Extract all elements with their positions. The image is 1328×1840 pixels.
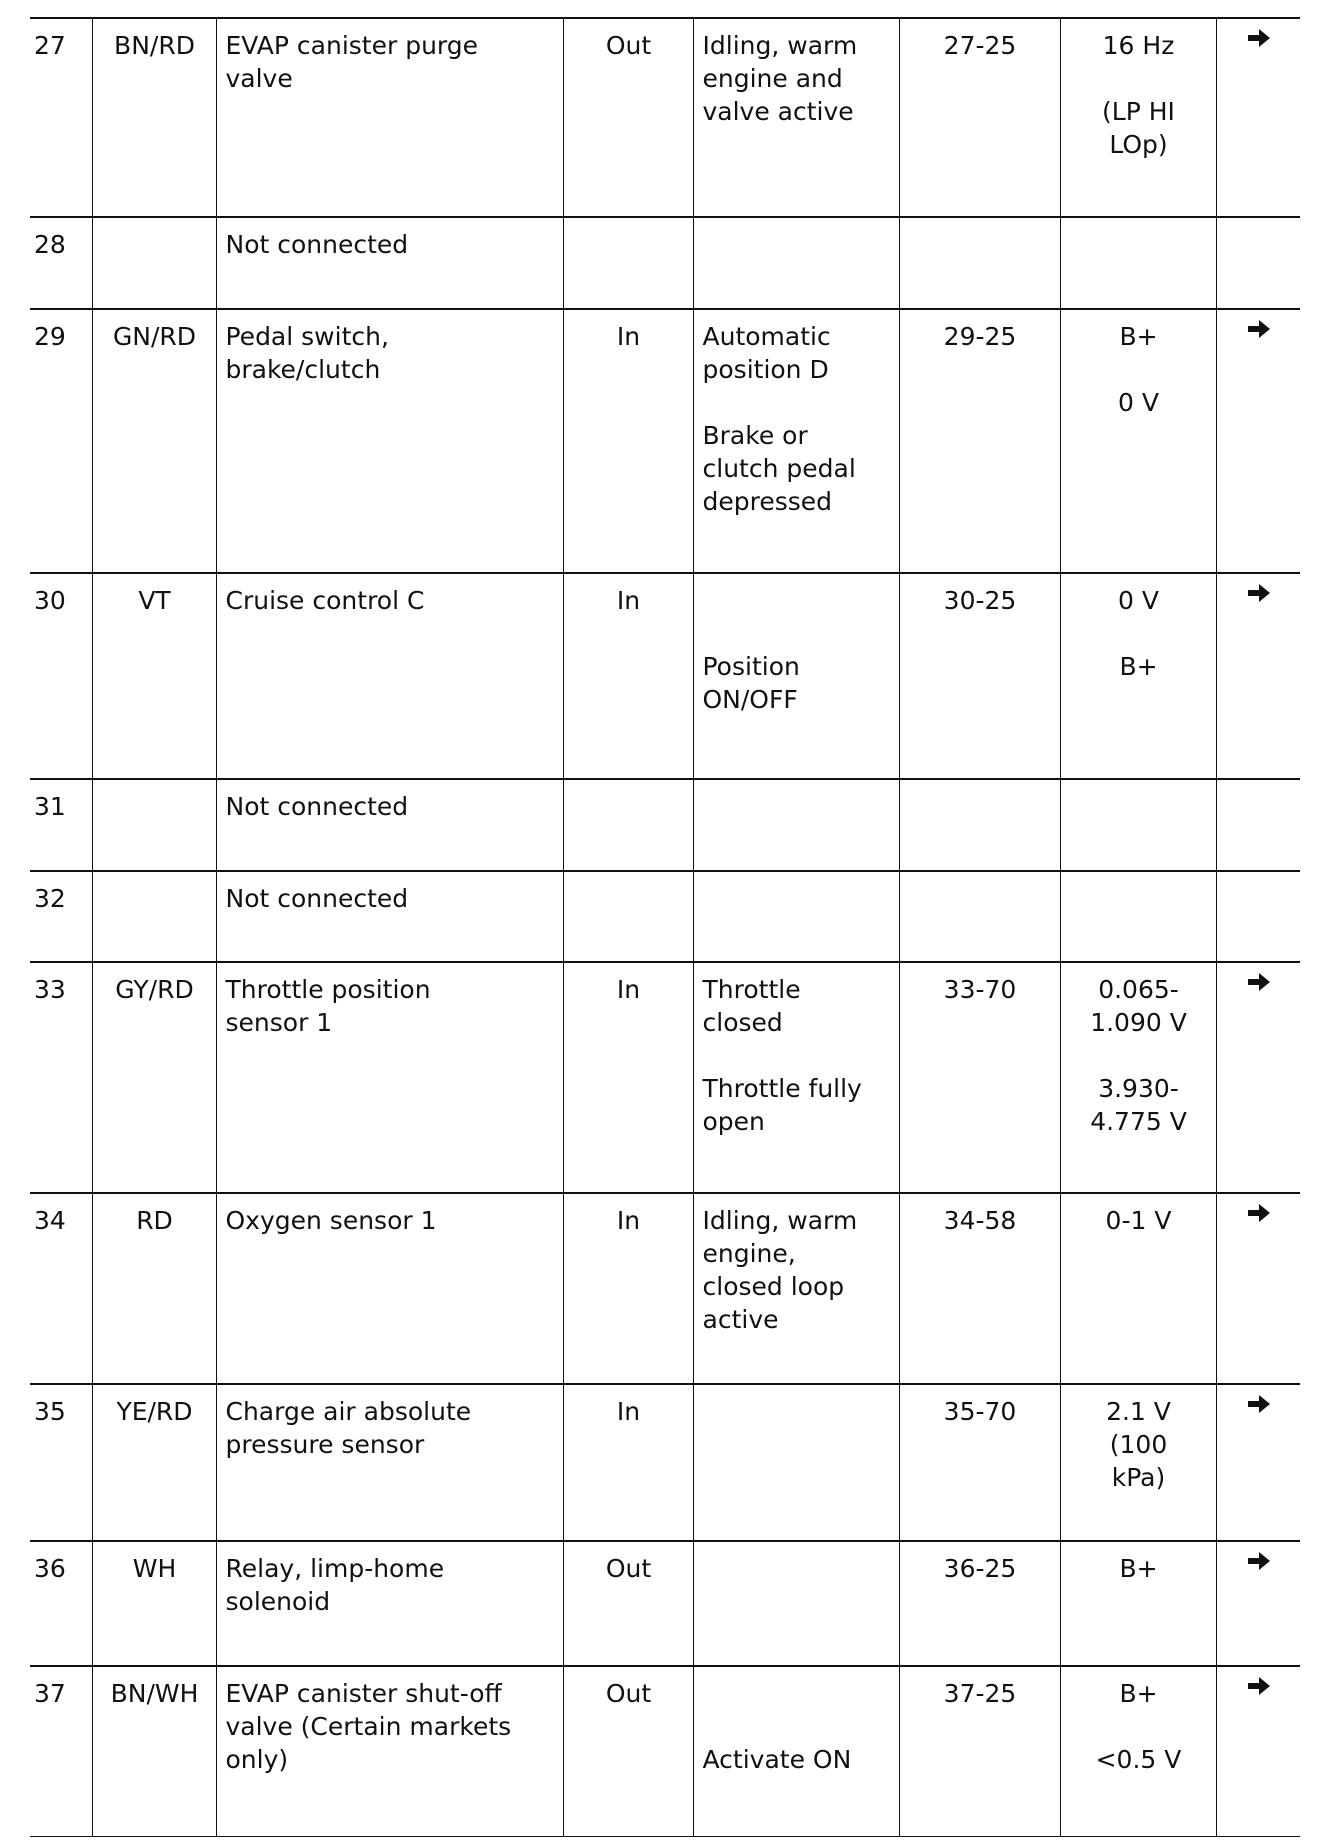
table-row (30, 573, 1300, 779)
arrow-cell (1216, 779, 1300, 871)
measure-points-cell: 27-25 (899, 18, 1060, 217)
wire-color-cell: YE/RD (92, 1384, 216, 1541)
wire-color-cell: GN/RD (92, 309, 216, 573)
measure-points-cell: 34-58 (899, 1193, 1060, 1384)
value-cell: 0-1 V (1060, 1193, 1216, 1384)
measure-points-cell: 33-70 (899, 962, 1060, 1193)
arrow-cell (1216, 1666, 1300, 1836)
arrow-cell (1216, 217, 1300, 309)
direction-cell: In (563, 1193, 693, 1384)
arrow-cell (1216, 18, 1300, 217)
direction-cell: Out (563, 1541, 693, 1666)
description-cell: Not connected (216, 871, 563, 962)
wire-color-cell: GY/RD (92, 962, 216, 1193)
pin-number-cell: 31 (30, 779, 92, 871)
table-row (30, 871, 1300, 962)
value-cell: 0.065- 1.090 V 3.930- 4.775 V (1060, 962, 1216, 1193)
condition-cell: Idling, warm engine, closed loop active (693, 1193, 899, 1384)
pin-number-cell: 33 (30, 962, 92, 1193)
value-cell: B+ 0 V (1060, 309, 1216, 573)
direction-cell: Out (563, 1666, 693, 1836)
table-row (30, 1193, 1300, 1384)
measure-points-cell: 29-25 (899, 309, 1060, 573)
right-arrow-icon[interactable] (1248, 1548, 1270, 1576)
wire-color-cell: BN/RD (92, 18, 216, 217)
pin-number-cell: 32 (30, 871, 92, 962)
arrow-cell (1216, 309, 1300, 573)
wire-color-cell: WH (92, 1541, 216, 1666)
value-cell (1060, 871, 1216, 962)
description-cell: Not connected (216, 217, 563, 309)
right-arrow-icon[interactable] (1248, 1391, 1270, 1419)
measure-points-cell (899, 871, 1060, 962)
wire-color-cell: RD (92, 1193, 216, 1384)
table-row (30, 217, 1300, 309)
right-arrow-icon[interactable] (1248, 969, 1270, 997)
condition-cell: Position ON/OFF (693, 573, 899, 779)
direction-cell (563, 871, 693, 962)
right-arrow-icon[interactable] (1248, 1200, 1270, 1228)
description-cell: EVAP canister purge valve (216, 18, 563, 217)
direction-cell: In (563, 1384, 693, 1541)
pin-table (30, 17, 1300, 1837)
pin-number-cell: 35 (30, 1384, 92, 1541)
right-arrow-icon[interactable] (1248, 580, 1270, 608)
description-cell: EVAP canister shut-off valve (Certain markets only) (216, 1666, 563, 1836)
condition-cell: Automatic position D Brake or clutch pedal depressed (693, 309, 899, 573)
pin-number-cell: 34 (30, 1193, 92, 1384)
arrow-cell (1216, 1384, 1300, 1541)
arrow-cell (1216, 1541, 1300, 1666)
direction-cell: In (563, 962, 693, 1193)
wire-color-cell: BN/WH (92, 1666, 216, 1836)
pin-number-cell: 28 (30, 217, 92, 309)
table-row (30, 962, 1300, 1193)
right-arrow-icon[interactable] (1248, 316, 1270, 344)
measure-points-cell (899, 217, 1060, 309)
description-cell: Not connected (216, 779, 563, 871)
condition-cell (693, 779, 899, 871)
right-arrow-icon[interactable] (1248, 1673, 1270, 1701)
wire-color-cell (92, 217, 216, 309)
arrow-cell (1216, 962, 1300, 1193)
value-cell: 16 Hz (LP HI LOp) (1060, 18, 1216, 217)
value-cell: 0 V B+ (1060, 573, 1216, 779)
description-cell: Oxygen sensor 1 (216, 1193, 563, 1384)
wire-color-cell (92, 871, 216, 962)
condition-cell (693, 1541, 899, 1666)
condition-cell: Throttle closed Throttle fully open (693, 962, 899, 1193)
direction-cell: In (563, 309, 693, 573)
direction-cell: Out (563, 18, 693, 217)
value-cell (1060, 217, 1216, 309)
condition-cell (693, 217, 899, 309)
direction-cell: In (563, 573, 693, 779)
condition-cell (693, 871, 899, 962)
table-row (30, 1666, 1300, 1836)
arrow-cell (1216, 871, 1300, 962)
condition-cell: Idling, warm engine and valve active (693, 18, 899, 217)
value-cell: B+ <0.5 V (1060, 1666, 1216, 1836)
pin-number-cell: 36 (30, 1541, 92, 1666)
pin-number-cell: 37 (30, 1666, 92, 1836)
description-cell: Relay, limp-home solenoid (216, 1541, 563, 1666)
table-row (30, 309, 1300, 573)
description-cell: Cruise control C (216, 573, 563, 779)
wire-color-cell: VT (92, 573, 216, 779)
value-cell (1060, 779, 1216, 871)
condition-cell (693, 1384, 899, 1541)
condition-cell: Activate ON (693, 1666, 899, 1836)
measure-points-cell: 35-70 (899, 1384, 1060, 1541)
pin-number-cell: 27 (30, 18, 92, 217)
measure-points-cell: 37-25 (899, 1666, 1060, 1836)
measure-points-cell: 30-25 (899, 573, 1060, 779)
measure-points-cell (899, 779, 1060, 871)
description-cell: Charge air absolute pressure sensor (216, 1384, 563, 1541)
measure-points-cell: 36-25 (899, 1541, 1060, 1666)
table-row (30, 1541, 1300, 1666)
description-cell: Throttle position sensor 1 (216, 962, 563, 1193)
pin-number-cell: 30 (30, 573, 92, 779)
wire-color-cell (92, 779, 216, 871)
table-row (30, 18, 1300, 217)
arrow-cell (1216, 573, 1300, 779)
pin-number-cell: 29 (30, 309, 92, 573)
direction-cell (563, 217, 693, 309)
table-row (30, 779, 1300, 871)
arrow-cell (1216, 1193, 1300, 1384)
value-cell: B+ (1060, 1541, 1216, 1666)
table-row (30, 1384, 1300, 1541)
direction-cell (563, 779, 693, 871)
right-arrow-icon[interactable] (1248, 25, 1270, 53)
description-cell: Pedal switch, brake/clutch (216, 309, 563, 573)
value-cell: 2.1 V (100 kPa) (1060, 1384, 1216, 1541)
